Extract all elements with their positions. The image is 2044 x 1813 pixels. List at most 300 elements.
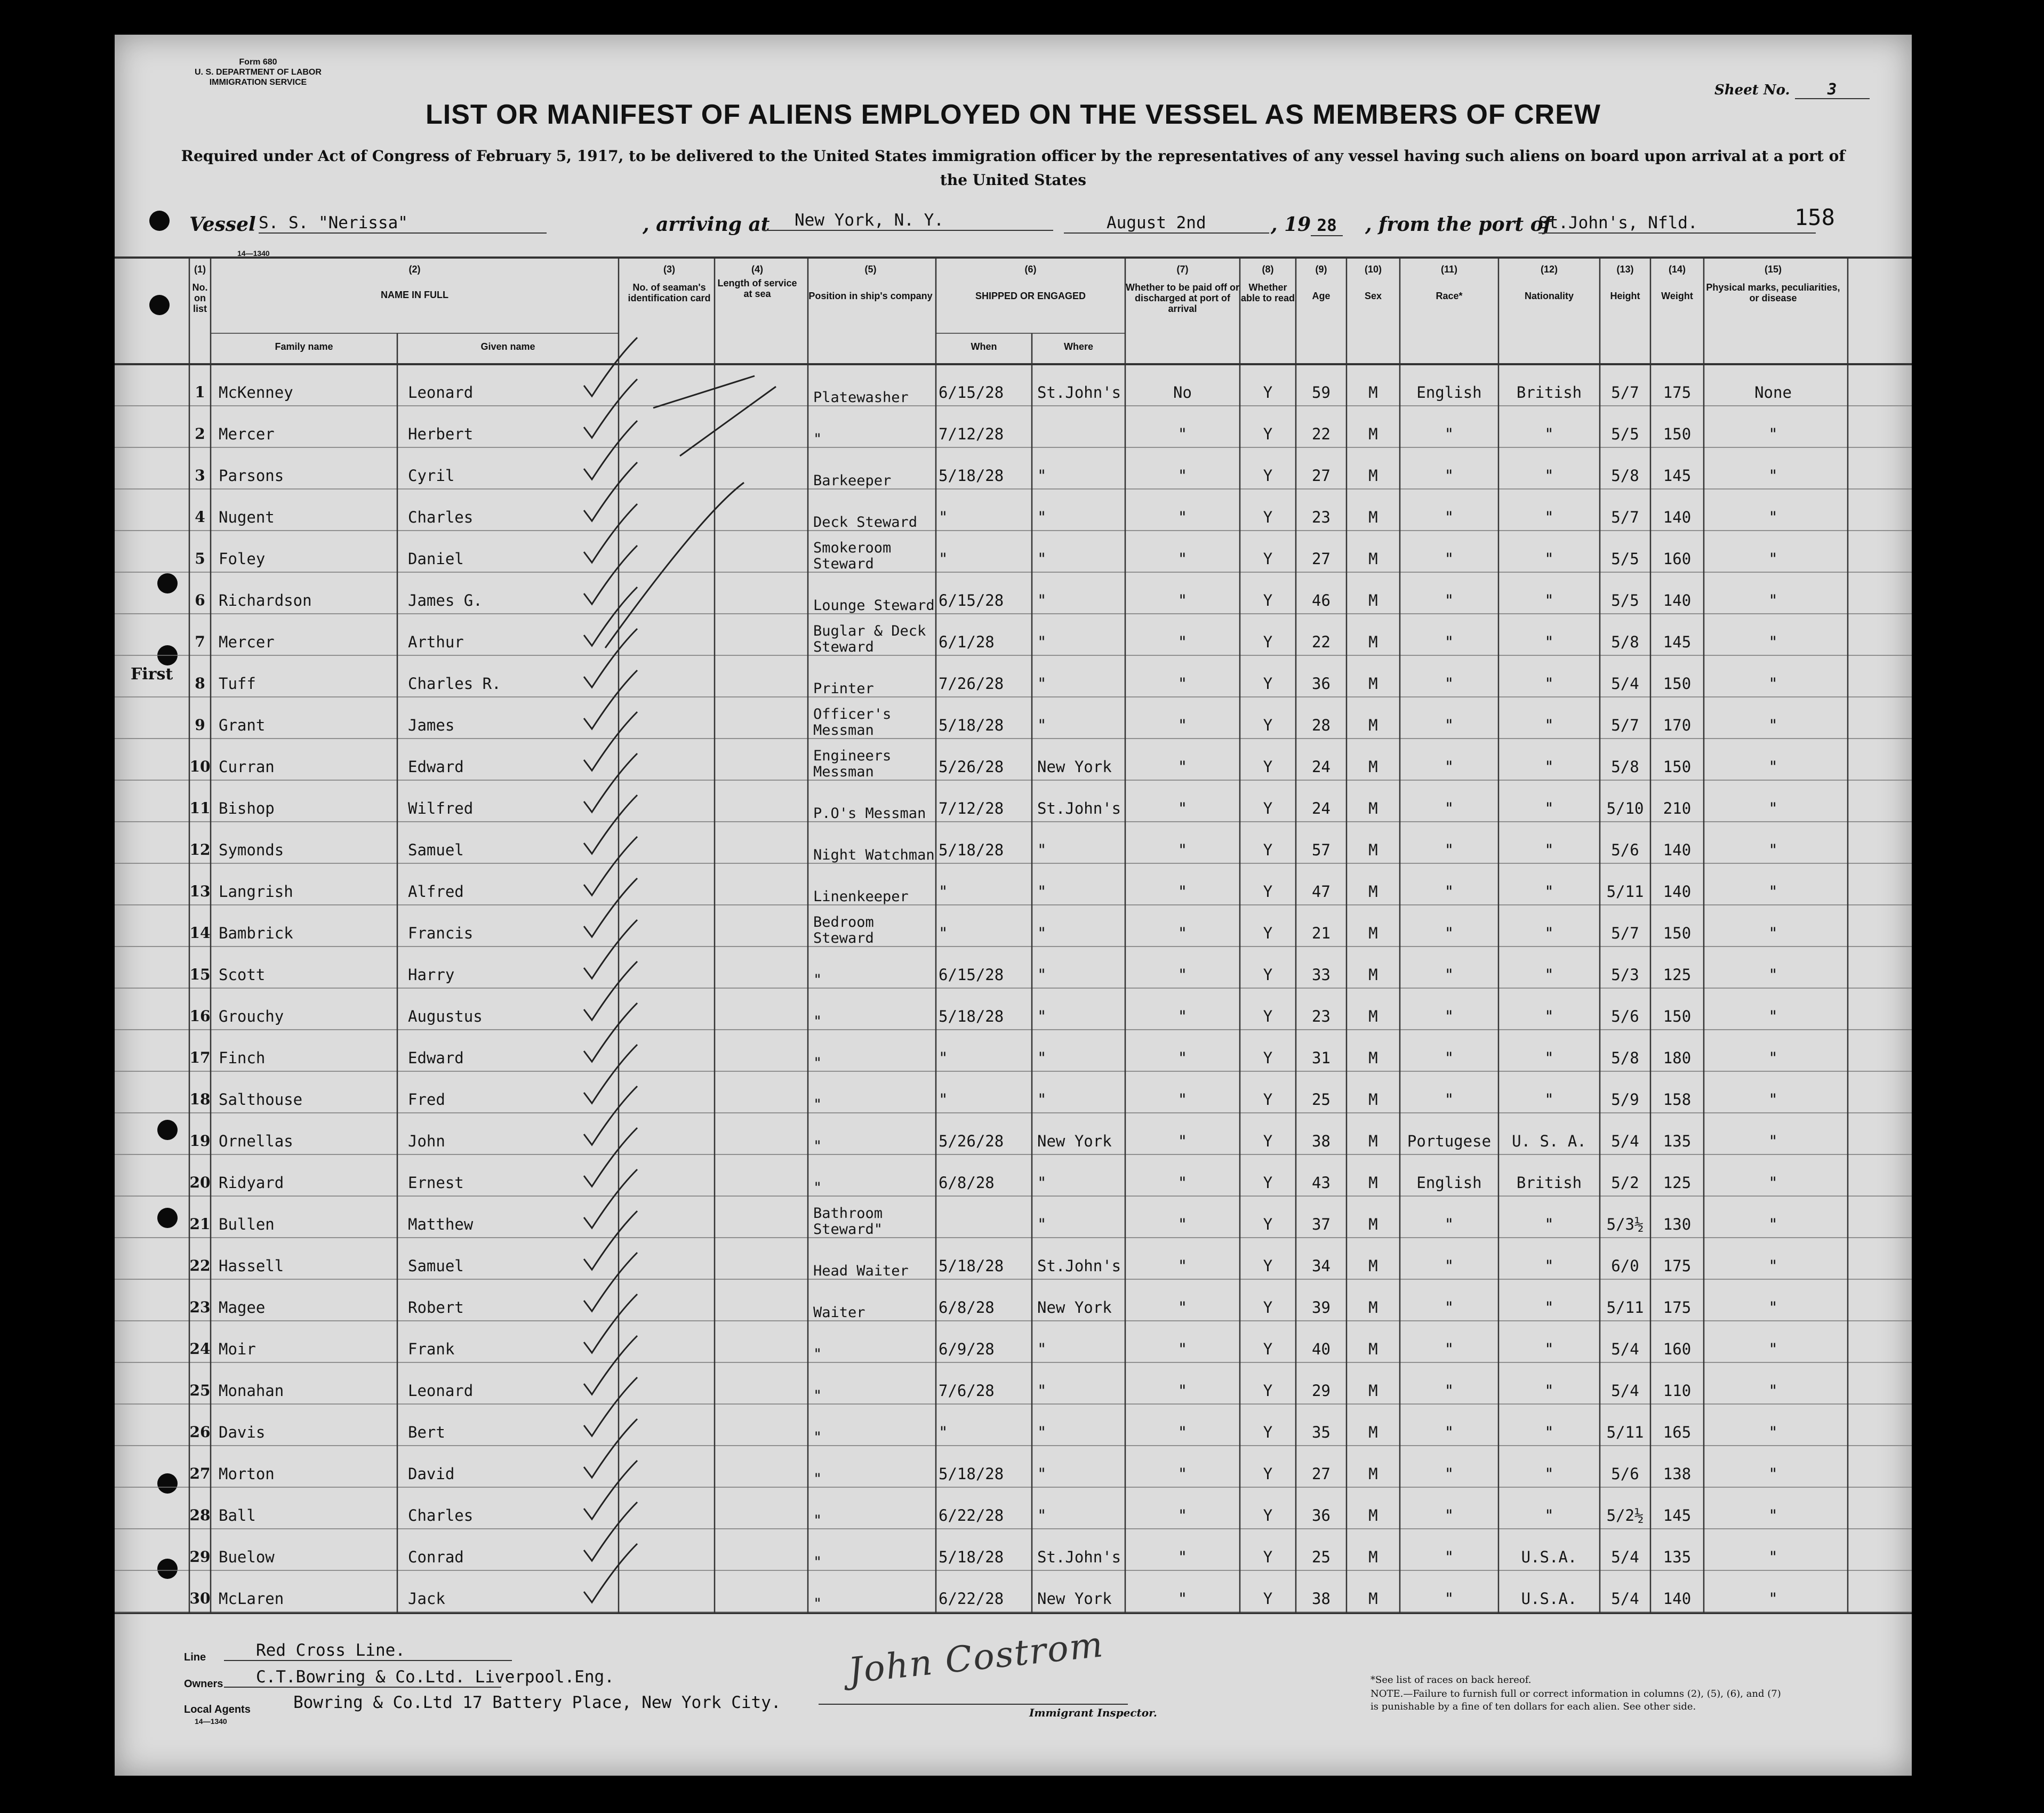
- weight: 125: [1663, 966, 1692, 984]
- shipped-where: ": [1037, 1340, 1047, 1358]
- position: Printer: [813, 680, 874, 697]
- shipped-where: St.John's: [1037, 1548, 1121, 1566]
- row-number: 5: [195, 550, 205, 567]
- row-number: 23: [189, 1298, 211, 1316]
- height: 5/6: [1611, 1465, 1639, 1483]
- position: Barkeeper: [813, 472, 892, 489]
- paid-off: ": [1177, 799, 1188, 817]
- able-to-read: Y: [1263, 1007, 1273, 1025]
- able-to-read: Y: [1263, 675, 1273, 693]
- paid-off: ": [1177, 1257, 1188, 1275]
- given-name: Charles R.: [408, 675, 501, 693]
- given-name: Edward: [408, 1049, 464, 1067]
- physical-marks: ": [1768, 1215, 1778, 1233]
- col-header-sex: (10) Sex: [1364, 264, 1382, 301]
- paid-off: ": [1177, 924, 1188, 942]
- position: Night Watchman: [813, 847, 935, 863]
- sex: M: [1368, 425, 1378, 443]
- race: ": [1444, 716, 1454, 734]
- physical-marks: ": [1768, 1298, 1778, 1317]
- paid-off: ": [1177, 1465, 1188, 1483]
- nationality: ": [1544, 716, 1554, 734]
- sex: M: [1368, 1007, 1378, 1025]
- position: ": [813, 972, 822, 988]
- able-to-read: Y: [1263, 633, 1273, 651]
- able-to-read: Y: [1263, 966, 1273, 984]
- race: ": [1444, 1257, 1454, 1275]
- race: ": [1444, 1423, 1454, 1441]
- age: 24: [1312, 758, 1330, 776]
- shipped-where: ": [1037, 591, 1047, 609]
- shipped-when: 5/26/28: [939, 1132, 1004, 1150]
- agents-label: Local Agents: [184, 1704, 251, 1715]
- physical-marks: ": [1768, 1007, 1778, 1025]
- owners-name: C.T.Bowring & Co.Ltd. Liverpool.Eng.: [224, 1667, 501, 1688]
- punch-hole: [157, 1559, 178, 1579]
- age: 36: [1312, 1506, 1330, 1525]
- age: 43: [1312, 1174, 1330, 1192]
- sex: M: [1368, 1215, 1378, 1233]
- physical-marks: ": [1768, 550, 1778, 568]
- position: Smokeroom Steward: [813, 540, 892, 572]
- shipped-where: New York: [1037, 1298, 1112, 1317]
- shipped-where: New York: [1037, 1132, 1112, 1150]
- sex: M: [1368, 799, 1378, 817]
- shipped-where: ": [1037, 1049, 1047, 1067]
- height: 5/7: [1611, 924, 1639, 942]
- sex: M: [1368, 550, 1378, 568]
- row-number: 11: [189, 799, 211, 817]
- races-note: *See list of races on back hereof.: [1370, 1674, 1532, 1686]
- race: ": [1444, 1007, 1454, 1025]
- given-name: Daniel: [408, 550, 464, 568]
- shipped-where: ": [1037, 508, 1047, 526]
- weight: 165: [1663, 1423, 1692, 1441]
- paid-off: ": [1177, 633, 1188, 651]
- shipped-when: 5/18/28: [939, 841, 1004, 859]
- shipped-where: ": [1037, 966, 1047, 984]
- able-to-read: Y: [1263, 1506, 1273, 1525]
- shipped-where: ": [1037, 1506, 1047, 1525]
- row-number: 27: [189, 1465, 211, 1482]
- punch-hole: [149, 211, 170, 231]
- physical-marks: ": [1768, 508, 1778, 526]
- age: 47: [1312, 883, 1330, 901]
- height: 5/9: [1611, 1090, 1639, 1109]
- given-name: Charles: [408, 508, 474, 526]
- col-header-weight: (14) Weight: [1661, 264, 1693, 301]
- nationality: ": [1544, 1215, 1554, 1233]
- height: 5/8: [1611, 758, 1639, 776]
- row-number: 16: [189, 1007, 211, 1025]
- family-name: Symonds: [219, 841, 284, 859]
- sex: M: [1368, 1132, 1378, 1150]
- arriving-port: New York, N. Y.: [763, 211, 1053, 231]
- able-to-read: Y: [1263, 924, 1273, 942]
- side-label: First: [131, 665, 173, 684]
- row-number: 28: [189, 1506, 211, 1524]
- able-to-read: Y: [1263, 591, 1273, 609]
- physical-marks: ": [1768, 1257, 1778, 1275]
- physical-marks: None: [1754, 383, 1792, 402]
- col-header-when: When: [971, 341, 997, 352]
- age: 29: [1312, 1382, 1330, 1400]
- able-to-read: Y: [1263, 1049, 1273, 1067]
- height: 5/4: [1611, 1382, 1639, 1400]
- row-number: 7: [195, 633, 205, 651]
- able-to-read: Y: [1263, 716, 1273, 734]
- shipped-where: St.John's: [1037, 799, 1121, 817]
- able-to-read: Y: [1263, 883, 1273, 901]
- weight: 158: [1663, 1090, 1692, 1109]
- position: ": [813, 1512, 822, 1529]
- able-to-read: Y: [1263, 1548, 1273, 1566]
- sex: M: [1368, 716, 1378, 734]
- race: ": [1444, 799, 1454, 817]
- family-name: Grouchy: [219, 1007, 284, 1025]
- height: 5/5: [1611, 591, 1639, 609]
- height: 5/7: [1611, 716, 1639, 734]
- given-name: Herbert: [408, 425, 474, 443]
- race: ": [1444, 1298, 1454, 1317]
- position: Lounge Steward: [813, 597, 935, 614]
- age: 59: [1312, 383, 1330, 402]
- penalty-note: NOTE.—Failure to furnish full or correct information in columns (2), (5), (6), and (7) is punishable by a fine of ten dollars for each alien. See other side.: [1370, 1688, 1781, 1712]
- agents-name: Bowring & Co.Ltd 17 Battery Place, New York City.: [293, 1693, 781, 1712]
- col-header-height: (13) Height: [1610, 264, 1640, 301]
- position: Head Waiter: [813, 1263, 909, 1279]
- weight: 140: [1663, 1590, 1692, 1608]
- nationality: ": [1544, 508, 1554, 526]
- age: 27: [1312, 1465, 1330, 1483]
- nationality: ": [1544, 1340, 1554, 1358]
- sex: M: [1368, 633, 1378, 651]
- paid-off: ": [1177, 1215, 1188, 1233]
- paid-off: ": [1177, 758, 1188, 776]
- weight: 160: [1663, 550, 1692, 568]
- row-number: 12: [189, 841, 211, 859]
- age: 40: [1312, 1340, 1330, 1358]
- family-name: Ridyard: [219, 1174, 284, 1192]
- race: ": [1444, 425, 1454, 443]
- row-number: 21: [189, 1215, 211, 1233]
- col-header-id-card: (3) No. of seaman's identification card: [628, 264, 711, 303]
- family-name: McKenney: [219, 383, 293, 402]
- physical-marks: ": [1768, 1340, 1778, 1358]
- age: 36: [1312, 675, 1330, 693]
- nationality: ": [1544, 1506, 1554, 1525]
- weight: 145: [1663, 1506, 1692, 1525]
- paid-off: ": [1177, 1298, 1188, 1317]
- punch-hole: [157, 645, 178, 665]
- given-name: Conrad: [408, 1548, 464, 1566]
- able-to-read: Y: [1263, 758, 1273, 776]
- age: 38: [1312, 1132, 1330, 1150]
- col-header-race: (11) Race*: [1436, 264, 1463, 301]
- given-name: Harry: [408, 966, 455, 984]
- sex: M: [1368, 1257, 1378, 1275]
- shipped-when: ": [939, 924, 948, 942]
- height: 5/4: [1611, 675, 1639, 693]
- paid-off: ": [1177, 966, 1188, 984]
- physical-marks: ": [1768, 758, 1778, 776]
- given-name: Ernest: [408, 1174, 464, 1192]
- able-to-read: Y: [1263, 425, 1273, 443]
- row-number: 20: [189, 1174, 211, 1191]
- weight: 145: [1663, 467, 1692, 485]
- given-name: Charles: [408, 1506, 474, 1525]
- given-name: Cyril: [408, 467, 455, 485]
- row-number: 26: [189, 1423, 211, 1441]
- height: 5/5: [1611, 550, 1639, 568]
- height: 5/8: [1611, 633, 1639, 651]
- col-header-age: (9) Age: [1312, 264, 1330, 301]
- age: 22: [1312, 633, 1330, 651]
- paid-off: ": [1177, 508, 1188, 526]
- weight: 140: [1663, 508, 1692, 526]
- position: ": [813, 1346, 822, 1362]
- row-number: 22: [189, 1257, 211, 1274]
- able-to-read: Y: [1263, 1382, 1273, 1400]
- position: ": [813, 1471, 822, 1487]
- physical-marks: ": [1768, 1174, 1778, 1192]
- position: Officer's Messman: [813, 706, 892, 739]
- col-header-paid-off: (7) Whether to be paid off or discharged at port of arrival: [1126, 264, 1239, 314]
- nationality: U. S. A.: [1512, 1132, 1586, 1150]
- given-name: Samuel: [408, 841, 464, 859]
- race: ": [1444, 841, 1454, 859]
- position: ": [813, 431, 822, 447]
- family-name: Bambrick: [219, 924, 293, 942]
- col-header-where: Where: [1063, 341, 1093, 352]
- race: ": [1444, 633, 1454, 651]
- able-to-read: Y: [1263, 1298, 1273, 1317]
- row-number: 17: [189, 1049, 211, 1066]
- able-to-read: Y: [1263, 841, 1273, 859]
- weight: 175: [1663, 1298, 1692, 1317]
- height: 5/4: [1611, 1132, 1639, 1150]
- nationality: ": [1544, 883, 1554, 901]
- paid-off: ": [1177, 425, 1188, 443]
- shipped-where: ": [1037, 675, 1047, 693]
- family-name: Parsons: [219, 467, 284, 485]
- col-header-no: (1) No. on list: [192, 264, 208, 314]
- shipped-where: ": [1037, 716, 1047, 734]
- height: 5/3½: [1606, 1215, 1644, 1233]
- height: 5/10: [1606, 799, 1644, 817]
- weight: 175: [1663, 1257, 1692, 1275]
- weight: 125: [1663, 1174, 1692, 1192]
- row-number: 19: [189, 1132, 211, 1150]
- age: 35: [1312, 1423, 1330, 1441]
- paid-off: ": [1177, 675, 1188, 693]
- inspector-label: Immigrant Inspector.: [1029, 1706, 1157, 1719]
- family-name: Ornellas: [219, 1132, 293, 1150]
- sex: M: [1368, 1465, 1378, 1483]
- row-number: 13: [189, 883, 211, 900]
- physical-marks: ": [1768, 425, 1778, 443]
- able-to-read: Y: [1263, 1590, 1273, 1608]
- height: 5/6: [1611, 841, 1639, 859]
- paid-off: ": [1177, 1382, 1188, 1400]
- row-number: 4: [195, 508, 205, 526]
- family-name: Mercer: [219, 425, 275, 443]
- position: ": [813, 1138, 822, 1154]
- weight: 138: [1663, 1465, 1692, 1483]
- family-name: Mercer: [219, 633, 275, 651]
- age: 25: [1312, 1548, 1330, 1566]
- vessel-label: Vessel: [189, 213, 256, 236]
- col-header-read: (8) Whether able to read: [1240, 264, 1295, 303]
- height: 5/7: [1611, 383, 1639, 402]
- height: 5/4: [1611, 1590, 1639, 1608]
- paid-off: ": [1177, 1590, 1188, 1608]
- given-name: James G.: [408, 591, 483, 609]
- departure-port: St.John's, Nfld.: [1538, 213, 1816, 234]
- race: ": [1444, 1049, 1454, 1067]
- able-to-read: Y: [1263, 1090, 1273, 1109]
- physical-marks: ": [1768, 1382, 1778, 1400]
- position: Platewasher: [813, 389, 909, 406]
- race: ": [1444, 467, 1454, 485]
- position: Engineers Messman: [813, 748, 892, 780]
- paid-off: ": [1177, 1007, 1188, 1025]
- arrival-date: August 2nd: [1064, 213, 1269, 234]
- weight: 130: [1663, 1215, 1692, 1233]
- year-prefix: , 19 28: [1271, 213, 1343, 236]
- given-name: Wilfred: [408, 799, 474, 817]
- able-to-read: Y: [1263, 467, 1273, 485]
- given-name: Francis: [408, 924, 474, 942]
- age: 39: [1312, 1298, 1330, 1317]
- row-number: 10: [189, 758, 211, 775]
- able-to-read: Y: [1263, 1423, 1273, 1441]
- position: ": [813, 1595, 822, 1612]
- weight: 145: [1663, 633, 1692, 651]
- shipped-where: ": [1037, 633, 1047, 651]
- row-number: 18: [189, 1090, 211, 1108]
- position: ": [813, 1180, 822, 1196]
- paid-off: ": [1177, 467, 1188, 485]
- shipped-where: ": [1037, 883, 1047, 901]
- family-name: Nugent: [219, 508, 275, 526]
- height: 5/11: [1606, 1423, 1644, 1441]
- able-to-read: Y: [1263, 1465, 1273, 1483]
- shipped-when: 6/15/28: [939, 383, 1004, 402]
- sex: M: [1368, 467, 1378, 485]
- age: 21: [1312, 924, 1330, 942]
- nationality: ": [1544, 924, 1554, 942]
- shipped-when: 7/6/28: [939, 1382, 995, 1400]
- row-number: 2: [195, 425, 205, 443]
- race: ": [1444, 1382, 1454, 1400]
- col-header-nationality: (12) Nationality: [1524, 264, 1574, 301]
- given-name: Leonard: [408, 383, 474, 402]
- shipped-where: St.John's: [1037, 1257, 1121, 1275]
- page-title: LIST OR MANIFEST OF ALIENS EMPLOYED ON THE VESSEL AS MEMBERS OF CREW: [426, 99, 1601, 130]
- position: ": [813, 1554, 822, 1570]
- race: ": [1444, 758, 1454, 776]
- paid-off: ": [1177, 716, 1188, 734]
- line-label: Line: [184, 1651, 206, 1663]
- shipped-when: 6/15/28: [939, 591, 1004, 609]
- shipped-where: ": [1037, 1215, 1047, 1233]
- position: ": [813, 1429, 822, 1446]
- physical-marks: ": [1768, 1423, 1778, 1441]
- able-to-read: Y: [1263, 1174, 1273, 1192]
- age: 57: [1312, 841, 1330, 859]
- height: 5/11: [1606, 883, 1644, 901]
- position: Bedroom Steward: [813, 914, 874, 946]
- shipped-when: 5/18/28: [939, 1007, 1004, 1025]
- nationality: ": [1544, 758, 1554, 776]
- shipped-where: ": [1037, 1465, 1047, 1483]
- shipped-when: 7/12/28: [939, 425, 1004, 443]
- shipped-where: ": [1037, 924, 1047, 942]
- height: 5/2: [1611, 1174, 1639, 1192]
- punch-hole: [157, 573, 178, 593]
- able-to-read: Y: [1263, 1257, 1273, 1275]
- paid-off: ": [1177, 1049, 1188, 1067]
- sex: M: [1368, 1590, 1378, 1608]
- punch-hole: [157, 1473, 178, 1494]
- able-to-read: Y: [1263, 1215, 1273, 1233]
- height: 5/6: [1611, 1007, 1639, 1025]
- row-number: 8: [195, 675, 205, 692]
- sex: M: [1368, 1090, 1378, 1109]
- sex: M: [1368, 591, 1378, 609]
- family-name: Buelow: [219, 1548, 275, 1566]
- weight: 175: [1663, 383, 1692, 402]
- shipped-when: 5/26/28: [939, 758, 1004, 776]
- shipped-when: ": [939, 550, 948, 568]
- physical-marks: ": [1768, 1049, 1778, 1067]
- position: Waiter: [813, 1304, 865, 1321]
- shipped-when: 6/22/28: [939, 1506, 1004, 1525]
- paid-off: ": [1177, 1548, 1188, 1566]
- paid-off: ": [1177, 1340, 1188, 1358]
- physical-marks: ": [1768, 716, 1778, 734]
- nationality: British: [1516, 383, 1582, 402]
- row-number: 3: [195, 467, 205, 484]
- height: 6/0: [1611, 1257, 1639, 1275]
- family-name: Moir: [219, 1340, 256, 1358]
- sex: M: [1368, 1423, 1378, 1441]
- family-name: Hassell: [219, 1257, 284, 1275]
- position: ": [813, 1387, 822, 1404]
- race: ": [1444, 966, 1454, 984]
- given-name: Edward: [408, 758, 464, 776]
- punch-hole: [157, 1120, 178, 1140]
- position: Buglar & Deck Steward: [813, 623, 926, 655]
- given-name: David: [408, 1465, 455, 1483]
- physical-marks: ": [1768, 1548, 1778, 1566]
- able-to-read: Y: [1263, 799, 1273, 817]
- position: ": [813, 1096, 822, 1113]
- physical-marks: ": [1768, 841, 1778, 859]
- shipped-when: ": [939, 1090, 948, 1109]
- shipped-when: ": [939, 1049, 948, 1067]
- race: ": [1444, 1590, 1454, 1608]
- position: ": [813, 1013, 822, 1030]
- weight: 135: [1663, 1548, 1692, 1566]
- shipped-when: 5/18/28: [939, 467, 1004, 485]
- given-name: Frank: [408, 1340, 455, 1358]
- sex: M: [1368, 883, 1378, 901]
- age: 24: [1312, 799, 1330, 817]
- arriving-label: , arriving at: [643, 213, 770, 236]
- sex: M: [1368, 383, 1378, 402]
